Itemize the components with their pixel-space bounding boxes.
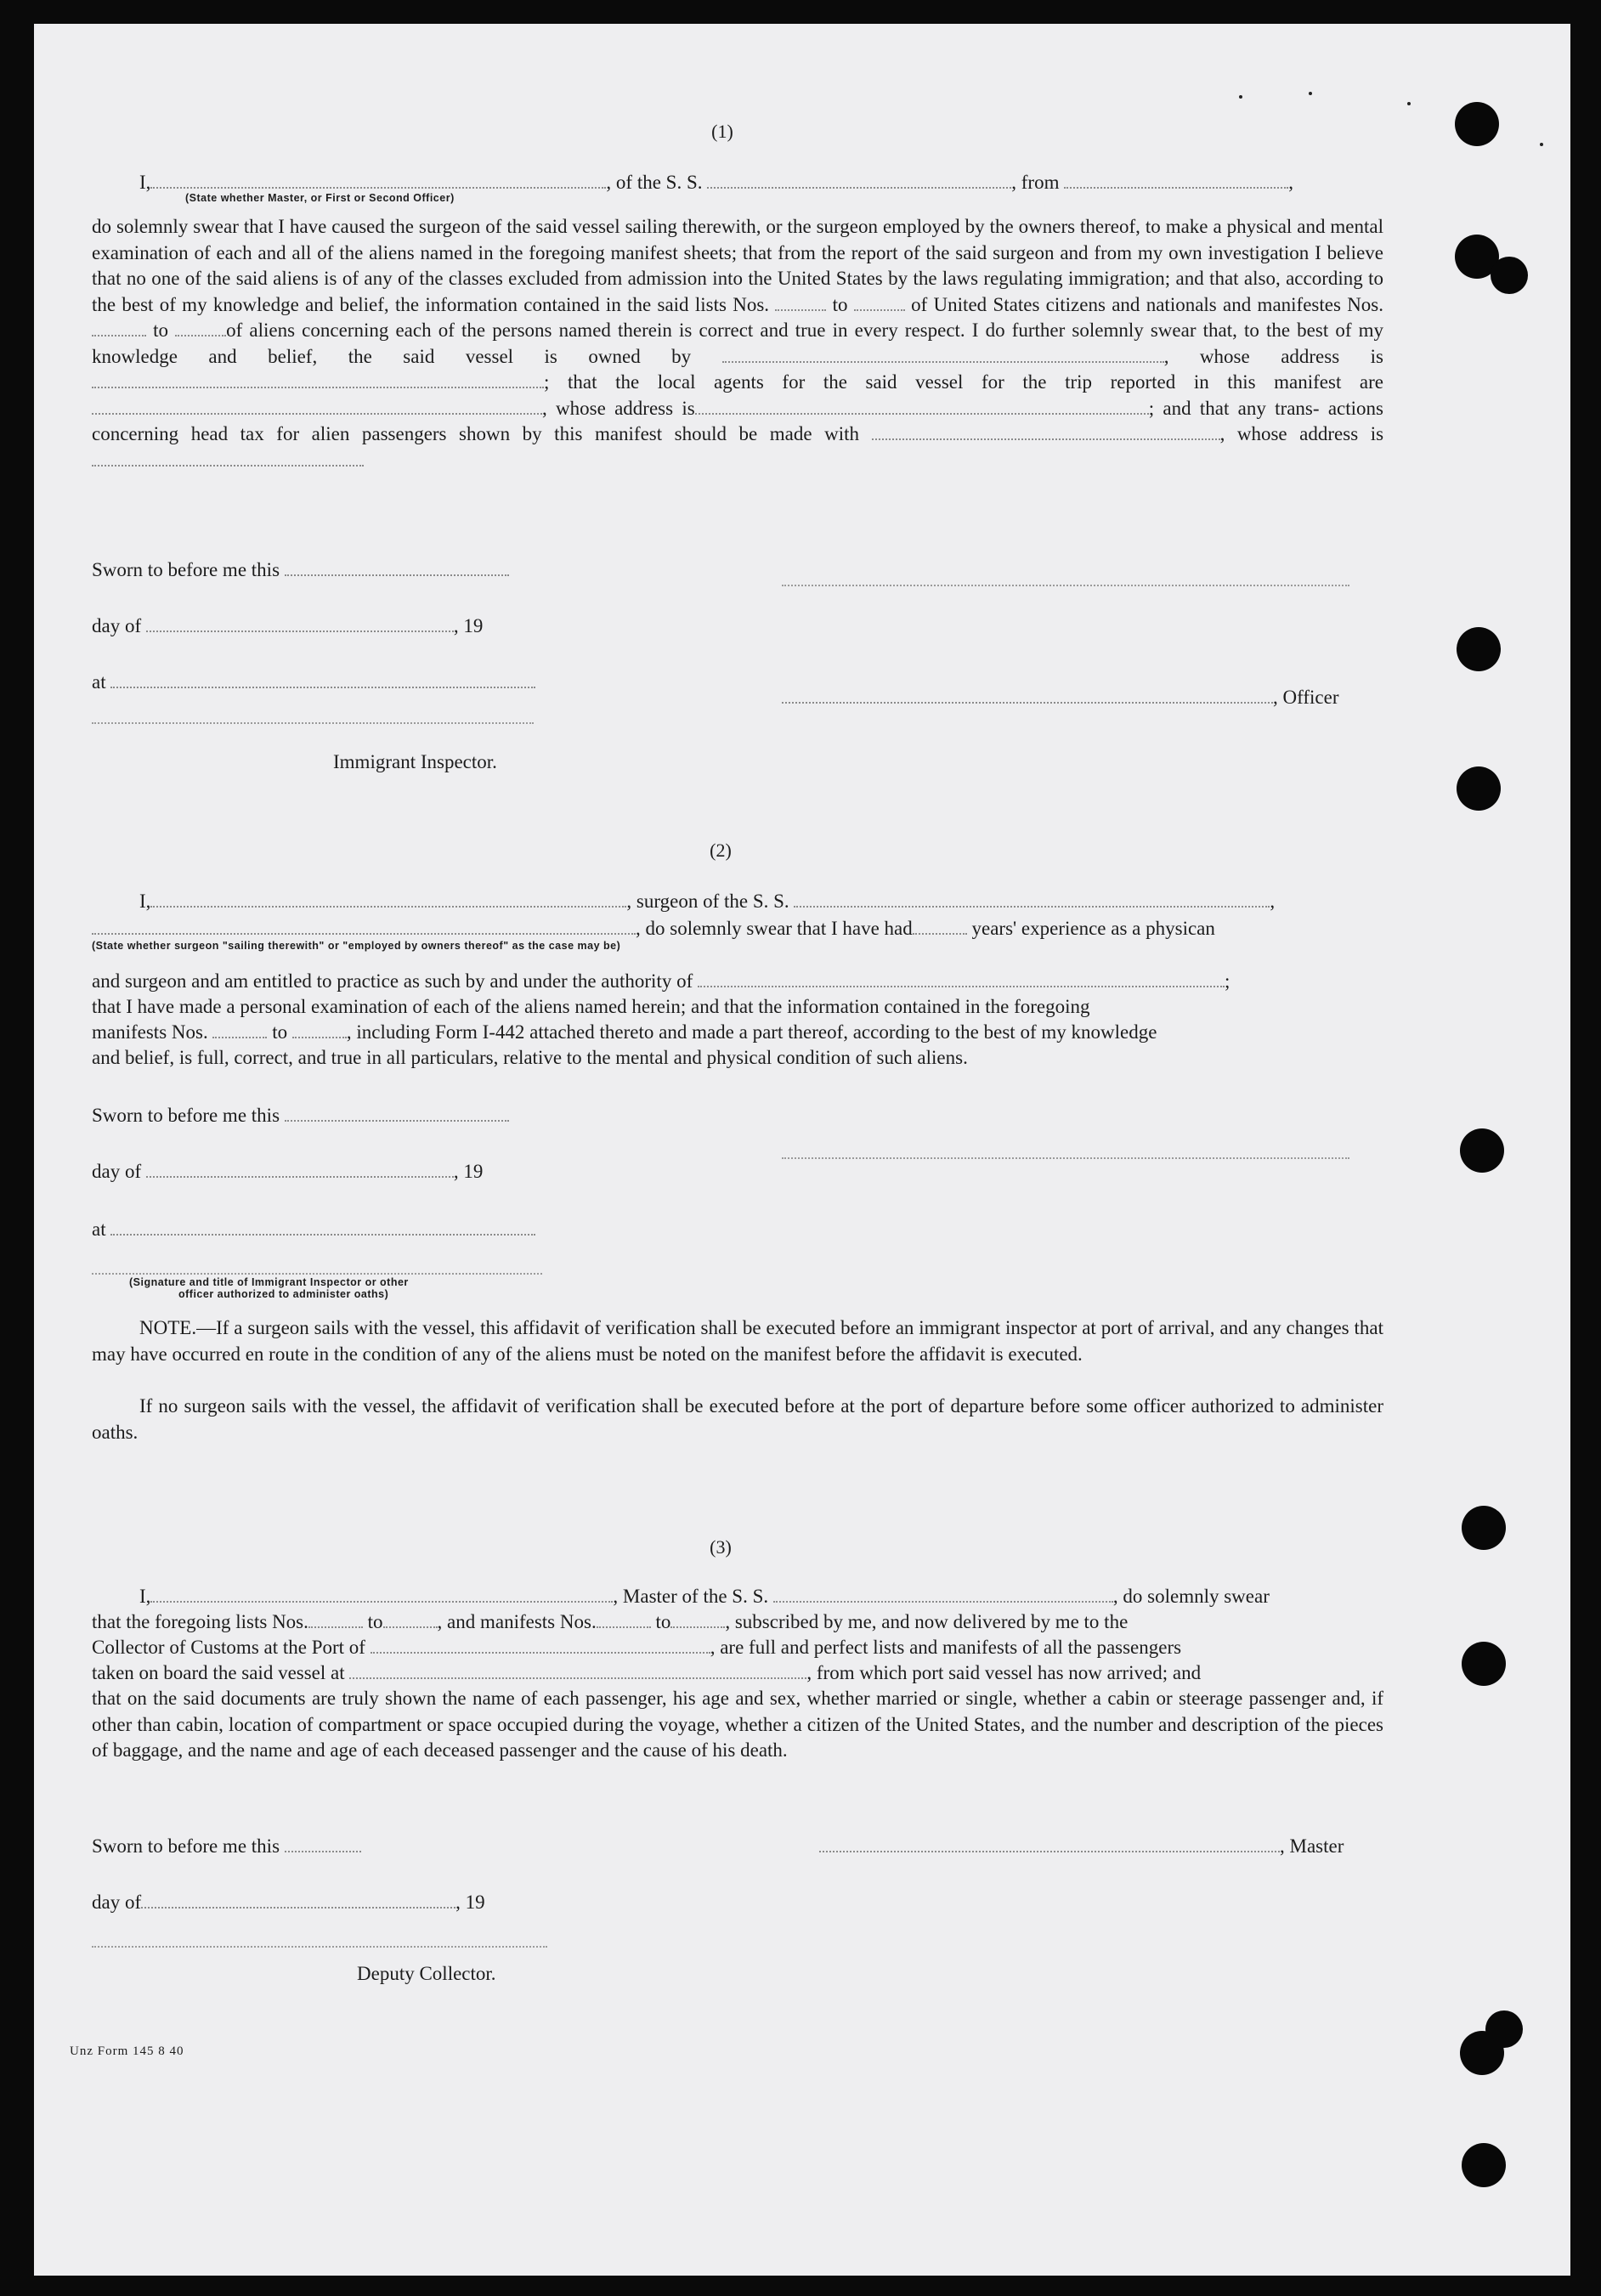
section-3-day-of: day of , 19	[92, 1892, 485, 1913]
immigrant-inspector-label: Immigrant Inspector.	[333, 751, 497, 772]
inspector-signature-line[interactable]	[92, 722, 534, 724]
surgeon-capacity-field[interactable]	[92, 918, 636, 935]
signature-caption-2: officer authorized to administer oaths)	[178, 1288, 389, 1300]
deputy-signature-line[interactable]	[92, 1946, 547, 1948]
surgeon-vessel-field[interactable]	[794, 891, 1270, 908]
master-sworn-day-field[interactable]	[285, 1835, 361, 1852]
master-name-field[interactable]	[150, 1586, 613, 1603]
punch-hole	[1457, 627, 1501, 671]
signature-caption-1: (Signature and title of Immigrant Inspector or other	[129, 1276, 409, 1288]
master-signature-field[interactable]	[819, 1835, 1280, 1852]
owner-address-field[interactable]	[92, 371, 544, 388]
punch-hole	[1455, 102, 1499, 146]
punch-hole	[1462, 2143, 1506, 2187]
note-paragraph-2: If no surgeon sails with the vessel, the affidavit of verification shall be executed before at the port of departure before some officer authorized to administer oaths.	[92, 1395, 1383, 1443]
officer-title-line: , Officer	[782, 685, 1338, 710]
officer-signature-line[interactable]	[782, 585, 1349, 586]
section-2-line-6: and belief, is full, correct, and true in all particulars, relative to the mental and physical condition of such aliens.	[92, 1047, 968, 1068]
form-page	[34, 24, 1570, 2276]
agents-address-field[interactable]	[695, 398, 1149, 415]
alien-manifests-to-field[interactable]	[175, 320, 226, 336]
section-2-line-1: I, , surgeon of the S. S. ,	[139, 891, 1276, 912]
place-field[interactable]	[110, 671, 535, 688]
master-lists-to-field[interactable]	[383, 1611, 438, 1628]
administering-officer-line[interactable]	[92, 1273, 542, 1275]
section-3-line-1: I, , Master of the S. S. , do solemnly swear	[139, 1586, 1270, 1607]
punch-hole	[1462, 1642, 1506, 1686]
form-number: Unz Form 145 8 40	[70, 2044, 184, 2058]
master-title-line: , Master	[819, 1834, 1344, 1859]
section-3-body: that on the said documents are truly shown the name of each passenger, his age and sex, whether married or single, whether a cabin or steerage passenger and, if other than cabin, location of compartment or space occupied during the voyage, whether a citizen of the United States, and the number and description of the pieces of baggage, and the name and age of each deceased passenger and the cause of his death.	[92, 1688, 1383, 1761]
practice-authority-field[interactable]	[698, 970, 1225, 987]
officer-name-field[interactable]	[150, 172, 606, 189]
us-lists-from-field[interactable]	[775, 294, 826, 311]
us-lists-to-field[interactable]	[854, 294, 905, 311]
section-3-number: (3)	[710, 1536, 732, 1558]
port-of-customs-field[interactable]	[371, 1637, 710, 1654]
deputy-collector-label: Deputy Collector.	[357, 1963, 496, 1984]
section-2-line-4: that I have made a personal examination of each of the aliens named herein; and that the information contained in the foregoing	[92, 996, 1090, 1017]
officer-signature-field[interactable]	[782, 687, 1273, 704]
vessel-name-field[interactable]	[707, 172, 1011, 189]
punch-hole	[1457, 766, 1501, 811]
surgeon-day-of-field[interactable]	[146, 1161, 454, 1178]
head-tax-contact-field[interactable]	[872, 423, 1220, 440]
owner-name-field[interactable]	[722, 346, 1164, 363]
note-paragraph: NOTE.—If a surgeon sails with the vessel, this affidavit of verification shall be executed before an immigrant inspector at port of arrival, and any changes that may have occurred en route in the condition of any of the aliens must be noted on the manifest before the affidavit is executed.	[92, 1317, 1383, 1365]
head-tax-address-field[interactable]	[92, 450, 364, 467]
master-vessel-field[interactable]	[773, 1586, 1113, 1603]
master-day-of-field[interactable]	[141, 1892, 455, 1909]
surgeon-manifests-to-field[interactable]	[292, 1021, 347, 1038]
section-2-line-5: manifests Nos. to , including Form I-442 attached thereto and made a part thereof, according to the best of my knowledge	[92, 1021, 1157, 1043]
section-1-body: do solemnly swear that I have caused the surgeon of the said vessel sailing therewith, or the surgeon employed by the owners thereof, to make a physical and mental examination of each and all of the aliens named in the foregoing manifest sheets; that from the report of the said surgeon and from my own investigation I believe that no one of the said aliens is of any of the classes excluded from admission into the United States by the laws regulating immigration; and that also, according to the best of my knowledge and belief, the information contained in the said lists Nos. to of United States citizens and nationals and manifestes Nos. to of aliens concerning each of the persons named therein is correct and true in every respect. I do further solemnly swear that, to the best of my knowledge and belief, the said vessel is owned by , whose address is ; that the local agents for the said vessel for the trip reported in this manifest are , whose address is ; and that any trans- actions concerning head tax for alien passengers shown by this manifest should be made with , whose address is	[92, 214, 1383, 473]
section-3-sworn: Sworn to before me this	[92, 1834, 361, 1859]
section-3-line-4: taken on board the said vessel at , from which port said vessel has now arrived; and	[92, 1662, 1202, 1683]
section-1-sworn: Sworn to before me this	[92, 557, 509, 583]
section-2-at: at	[92, 1217, 535, 1242]
surgeon-caption: (State whether surgeon "sailing therewith" or "employed by owners thereof" as the case may be)	[92, 940, 621, 952]
section-3-line-2: that the foregoing lists Nos. to , and manifests Nos. to , subscribed by me, and now delivered by me to the	[92, 1611, 1129, 1632]
sworn-day-field[interactable]	[285, 559, 509, 576]
punch-hole	[1491, 257, 1528, 294]
embarkation-port-field[interactable]	[349, 1662, 806, 1679]
section-2-line-3: and surgeon and am entitled to practice as such by and under the authority of ;	[92, 970, 1230, 992]
surgeon-manifests-from-field[interactable]	[212, 1021, 267, 1038]
years-experience-field[interactable]	[913, 918, 967, 935]
punch-hole	[1460, 2031, 1504, 2075]
master-lists-from-field[interactable]	[308, 1611, 363, 1628]
section-3-line-3: Collector of Customs at the Port of , are full and perfect lists and manifests of all the passengers	[92, 1637, 1182, 1658]
punch-hole	[1462, 1506, 1506, 1550]
section-1-day-of: day of , 19	[92, 615, 484, 636]
port-from-field[interactable]	[1064, 172, 1288, 189]
surgeon-sworn-day-field[interactable]	[285, 1105, 509, 1122]
local-agents-field[interactable]	[92, 398, 542, 415]
section-1-at: at	[92, 670, 535, 695]
punch-hole	[1460, 1128, 1504, 1173]
section-2-day-of: day of , 19	[92, 1161, 484, 1182]
surgeon-signature-line[interactable]	[782, 1157, 1349, 1159]
section-1-number: (1)	[711, 121, 733, 142]
day-of-month-field[interactable]	[146, 615, 454, 632]
alien-manifests-from-field[interactable]	[92, 320, 146, 336]
surgeon-place-field[interactable]	[110, 1219, 535, 1236]
officer-caption: (State whether Master, or First or Second Officer)	[185, 192, 455, 204]
section-1-line-1: I, , of the S. S. , from ,	[139, 172, 1293, 193]
master-manifests-to-field[interactable]	[670, 1611, 725, 1628]
section-2-sworn: Sworn to before me this	[92, 1103, 509, 1128]
section-2-number: (2)	[710, 840, 732, 861]
master-manifests-from-field[interactable]	[597, 1611, 651, 1628]
section-2-line-2: , do solemnly swear that I have had years' experience as a physican	[92, 916, 1215, 942]
surgeon-name-field[interactable]	[150, 891, 626, 908]
